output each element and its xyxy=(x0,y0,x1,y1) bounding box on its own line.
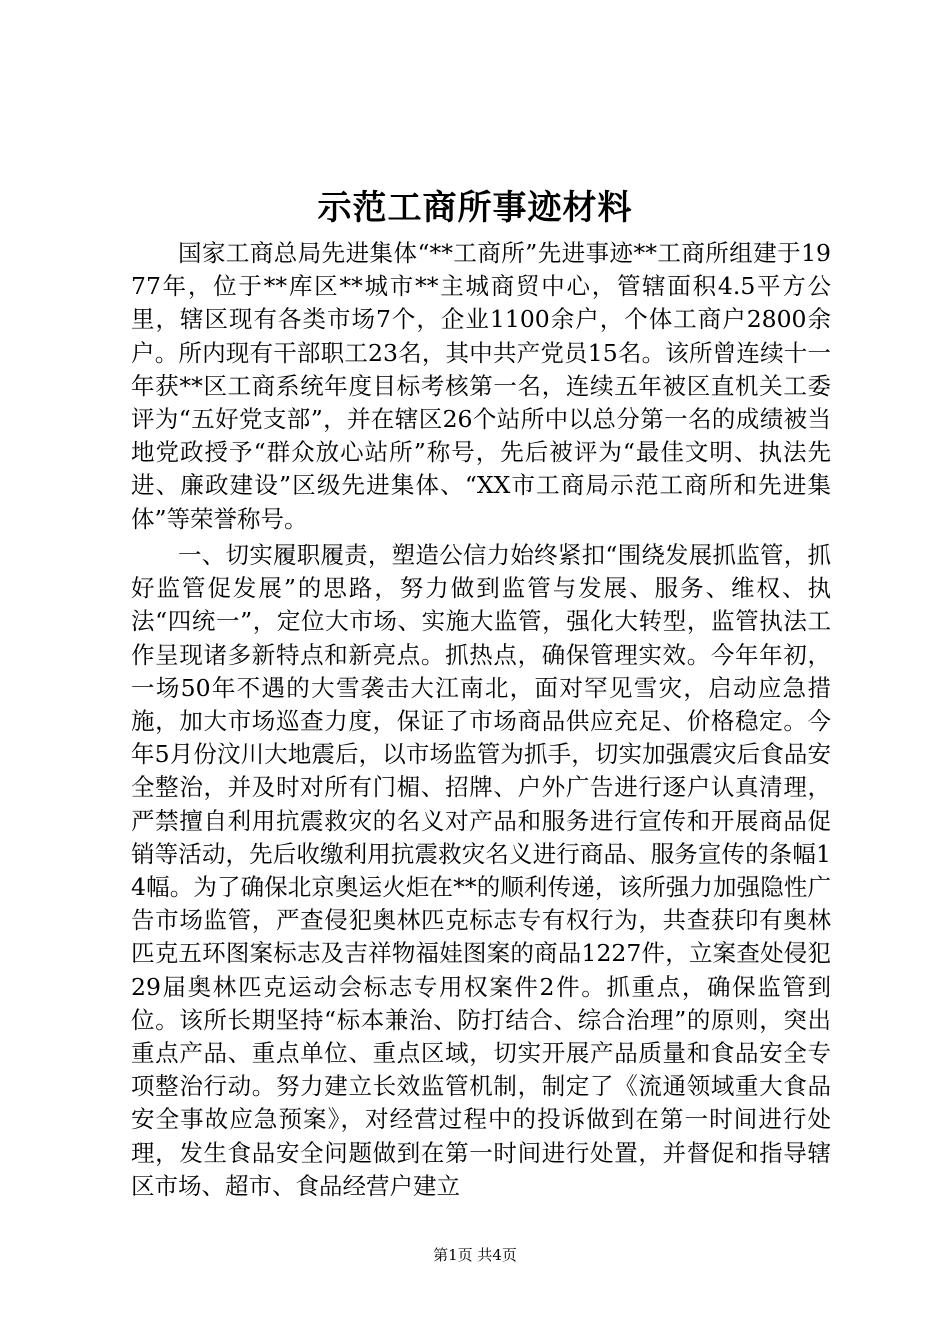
paragraph-section-one: 一、切实履职履责，塑造公信力始终紧扣“围绕发展抓监管，抓好监管促发展”的思路，努力做到监管与发展、服务、维权、执法“四统一”，定位大市场、实施大监管，强化大转型，监管执法工作呈现诸多新特点和新亮点。抓热点，确保管理实效。今年年初，一场50年不遇的大雪袭击大江南北，面对罕见雪灾，启动应急措施，加大市场巡查力度，保证了市场商品供应充足、价格稳定。今年5月份汶川大地震后，以市场监管为抓手，切实加强震灾后食品安全整治，并及时对所有门楣、招牌、户外广告进行逐户认真清理，严禁擅自利用抗震救灾的名义对产品和服务进行宣传和开展商品促销等活动，先后收缴利用抗震救灾名义进行商品、服务宣传的条幅14幅。为了确保北京奥运火炬在**的顺利传递，该所强力加强隐性广告市场监管，严查侵犯奥林匹克标志专有权行为，共查获印有奥林匹克五环图案标志及吉祥物福娃图案的商品1227件，立案查处侵犯29届奥林匹克运动会标志专用权案件2件。抓重点，确保监管到位。该所长期坚持“标本兼治、防打结合、综合治理”的原则，突出重点产品、重点单位、重点区域，切实开展产品质量和食品安全专项整治行动。努力建立长效监管机制，制定了《流通领域重大食品安全事故应急预案》，对经营过程中的投诉做到在第一时间进行处理，发生食品安全问题做到在第一时间进行处置，并督促和指导辖区市场、超市、食品经营户建立 xyxy=(131,541,831,1200)
document-title: 示范工商所事迹材料 xyxy=(317,188,633,228)
paragraph-intro: 国家工商总局先进集体“**工商所”先进事迹**工商所组建于1977年，位于**库区**城市**主城商贸中心，管辖面积4.5平方公里，辖区现有各类市场7个，企业1100余户，个体工商户2800余户。所内现有干部职工23名，其中共产党员15名。该所曾连续十一年获**区工商系统年度目标考核第一名，连续五年被区直机关工委评为“五好党支部”，并在辖区26个站所中以总分第一名的成绩被当地党政授予“群众放心站所”称号，先后被评为“最佳文明、执法先进、廉政建设”区级先进集体、“XX市工商局示范工商所和先进集体”等荣誉称号。 xyxy=(131,239,831,533)
page-number-footer: 第1页 共4页 xyxy=(433,1246,517,1264)
